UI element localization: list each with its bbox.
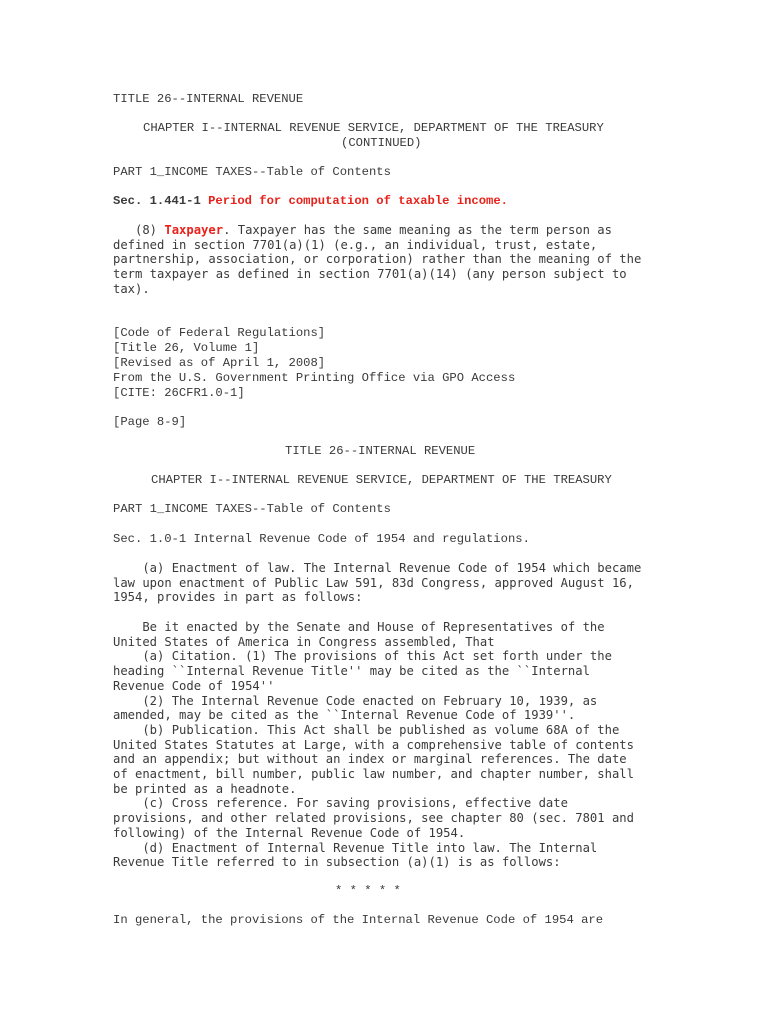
citation-line: [CITE: 26CFR1.0-1]	[113, 386, 245, 400]
general-paragraph: In general, the provisions of the Internal Revenue Code of 1954 are	[113, 913, 604, 927]
enactment-paragraph: (a) Enactment of law. The Internal Revenue Code of 1954 which became law upon enactment of Public Law 591, 83d Congress, approved August 16, 1954, provides in part as follows:	[113, 561, 642, 605]
citation-line: [Revised as of April 1, 2008]	[113, 356, 326, 370]
page-marker: [Page 8-9]	[113, 415, 187, 429]
citation-line: From the U.S. Government Printing Office via GPO Access	[113, 371, 516, 385]
title-heading: TITLE 26--INTERNAL REVENUE	[113, 92, 304, 106]
section-heading-2: Sec. 1.0-1 Internal Revenue Code of 1954 and regulations.	[113, 532, 530, 546]
citation-line: [Title 26, Volume 1]	[113, 341, 260, 355]
chapter-heading: CHAPTER I--INTERNAL REVENUE SERVICE, DEPARTMENT OF THE TREASURY	[143, 121, 604, 135]
part-heading-2: PART 1_INCOME TAXES--Table of Contents	[113, 502, 391, 516]
citation-line: [Code of Federal Regulations]	[113, 326, 326, 340]
taxpayer-term: Taxpayer	[164, 223, 224, 237]
section-heading: Sec. 1.441-1 Period for computation of taxable income.	[113, 194, 508, 208]
enacted-text: Be it enacted by the Senate and House of Representatives of the United States of America in Congress assembled, That (a) Citation. (1) The provisions of this Act set forth under the heading ``Internal Revenue Title'' may be cited as the ``Internal Revenue Code of 1954'' (2) The Internal Revenue Code enacted on February 10, 1939, as amended, may be cited as the ``Internal Revenue Code of 1939''. (b) Publication. This Act shall be published as volume 68A of the United States Statutes at Large, with a comprehensive table of contents and an appendix; but without an index or marginal references. The date of enactment, bill number, public law number, and chapter number, shall be printed as a headnote. (c) Cross reference. For saving provisions, effective date provisions, and other related provisions, see chapter 80 (sec. 7801 and following) of the Internal Revenue Code of 1954. (d) Enactment of Internal Revenue Title into law. The Internal Revenue Title referred to in subsection (a)(1) is as follows:	[113, 620, 634, 870]
chapter-heading-2: CHAPTER I--INTERNAL REVENUE SERVICE, DEPARTMENT OF THE TREASURY	[151, 473, 612, 487]
taxpayer-paragraph: (8) Taxpayer. Taxpayer has the same meaning as the term person as defined in section 7701(a)(1) (e.g., an individual, trust, estate, partnership, association, or corporation) rather than the meaning of the term taxpayer as defined in section 7701(a)(14) (any person subject to tax).	[113, 223, 642, 296]
part-heading: PART 1_INCOME TAXES--Table of Contents	[113, 165, 391, 179]
section-number: Sec. 1.441-1	[113, 194, 201, 208]
continued-label: (CONTINUED)	[341, 136, 422, 150]
section-separator: * * * * *	[335, 884, 401, 898]
title-heading-2: TITLE 26--INTERNAL REVENUE	[285, 444, 476, 458]
section-title: Period for computation of taxable income	[208, 194, 501, 208]
